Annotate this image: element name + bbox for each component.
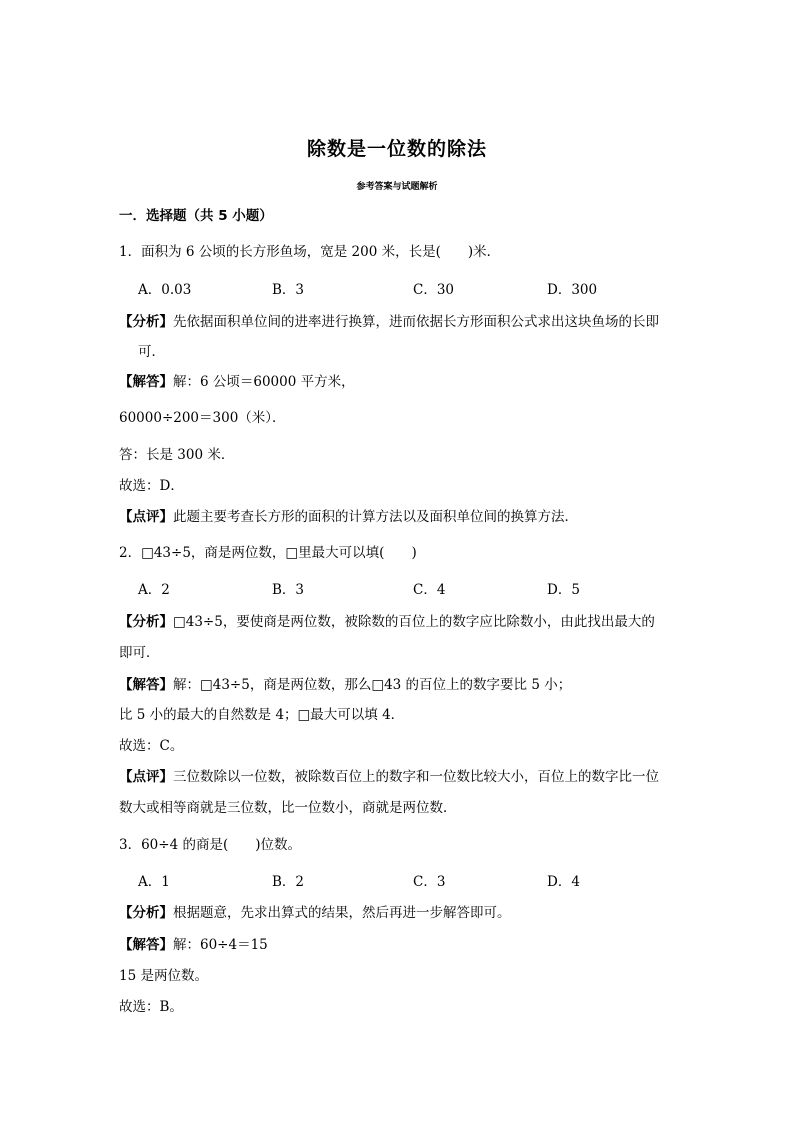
q1-option-a: A．0.03	[138, 282, 192, 298]
page-subtitle: 参考答案与试题解析	[356, 182, 438, 192]
q1-choice: 故选：D．	[119, 478, 184, 494]
q1-comment: 【点评】此题主要考查长方形的面积的计算方法以及面积单位间的换算方法．	[119, 509, 578, 525]
q3-option-c: C．3	[413, 874, 446, 890]
q3-option-a: A．1	[138, 874, 170, 890]
q3-analysis: 【分析】根据题意，先求出算式的结果，然后再进一步解答即可。	[119, 905, 511, 921]
section-heading: 一．选择题（共 5 小题）	[119, 208, 273, 224]
q1-stem: 1．面积为 6 公顷的长方形鱼场，宽是 200 米，长是( )米．	[119, 244, 501, 260]
solution-tag: 【解答】	[119, 374, 173, 390]
q1-option-d: D．300	[547, 282, 598, 298]
q2-solution-cont: 比 5 小的最大的自然数是 4；□最大可以填 4．	[119, 707, 405, 723]
q1-option-b: B．3	[272, 282, 305, 298]
q1-answer: 答：长是 300 米．	[119, 447, 235, 463]
q2-option-b: B．3	[272, 582, 305, 598]
q1-option-c: C．30	[413, 282, 455, 298]
q2-analysis: 【分析】□43÷5，要使商是两位数，被除数的百位上的数字应比除数小，由此找出最大的	[119, 614, 655, 630]
q2-comment: 【点评】三位数除以一位数，被除数百位上的数字和一位数比较大小，百位上的数字比一位	[119, 769, 659, 785]
solution-tag: 【解答】	[119, 937, 173, 953]
comment-tag: 【点评】	[119, 509, 173, 525]
q2-solution: 【解答】解：□43÷5，商是两位数，那么□43 的百位上的数字要比 5 小；	[119, 677, 572, 693]
page-title: 除数是一位数的除法	[306, 138, 487, 160]
q3-solution-cont: 15 是两位数。	[119, 968, 208, 984]
q1-solution-calc: 60000÷200＝300（米）．	[119, 410, 286, 426]
solution-tag: 【解答】	[119, 677, 173, 693]
analysis-tag: 【分析】	[119, 905, 173, 921]
q3-choice: 故选：B。	[119, 999, 183, 1015]
q3-stem: 3．60÷4 的商是( )位数。	[119, 837, 301, 853]
q3-option-d: D．4	[547, 874, 580, 890]
analysis-tag: 【分析】	[119, 614, 173, 630]
q2-choice: 故选：C。	[119, 738, 184, 754]
q2-comment-cont: 数大或相等商就是三位数，比一位数小，商就是两位数．	[119, 800, 457, 816]
q3-option-b: B．2	[272, 874, 305, 890]
q1-solution: 【解答】解：6 公顷＝60000 平方米，	[119, 374, 355, 390]
q1-analysis-cont: 可．	[138, 344, 165, 360]
comment-tag: 【点评】	[119, 769, 173, 785]
q3-solution: 【解答】解：60÷4＝15	[119, 937, 268, 953]
q2-option-a: A．2	[138, 582, 170, 598]
q1-analysis: 【分析】先依据面积单位间的进率进行换算，进而依据长方形面积公式求出这块鱼场的长即	[119, 314, 659, 330]
analysis-tag: 【分析】	[119, 314, 173, 330]
q2-stem: 2．□43÷5，商是两位数，□里最大可以填( )	[119, 545, 417, 561]
q2-analysis-cont: 即可．	[119, 645, 160, 661]
q2-option-d: D．5	[547, 582, 580, 598]
q2-option-c: C．4	[413, 582, 446, 598]
